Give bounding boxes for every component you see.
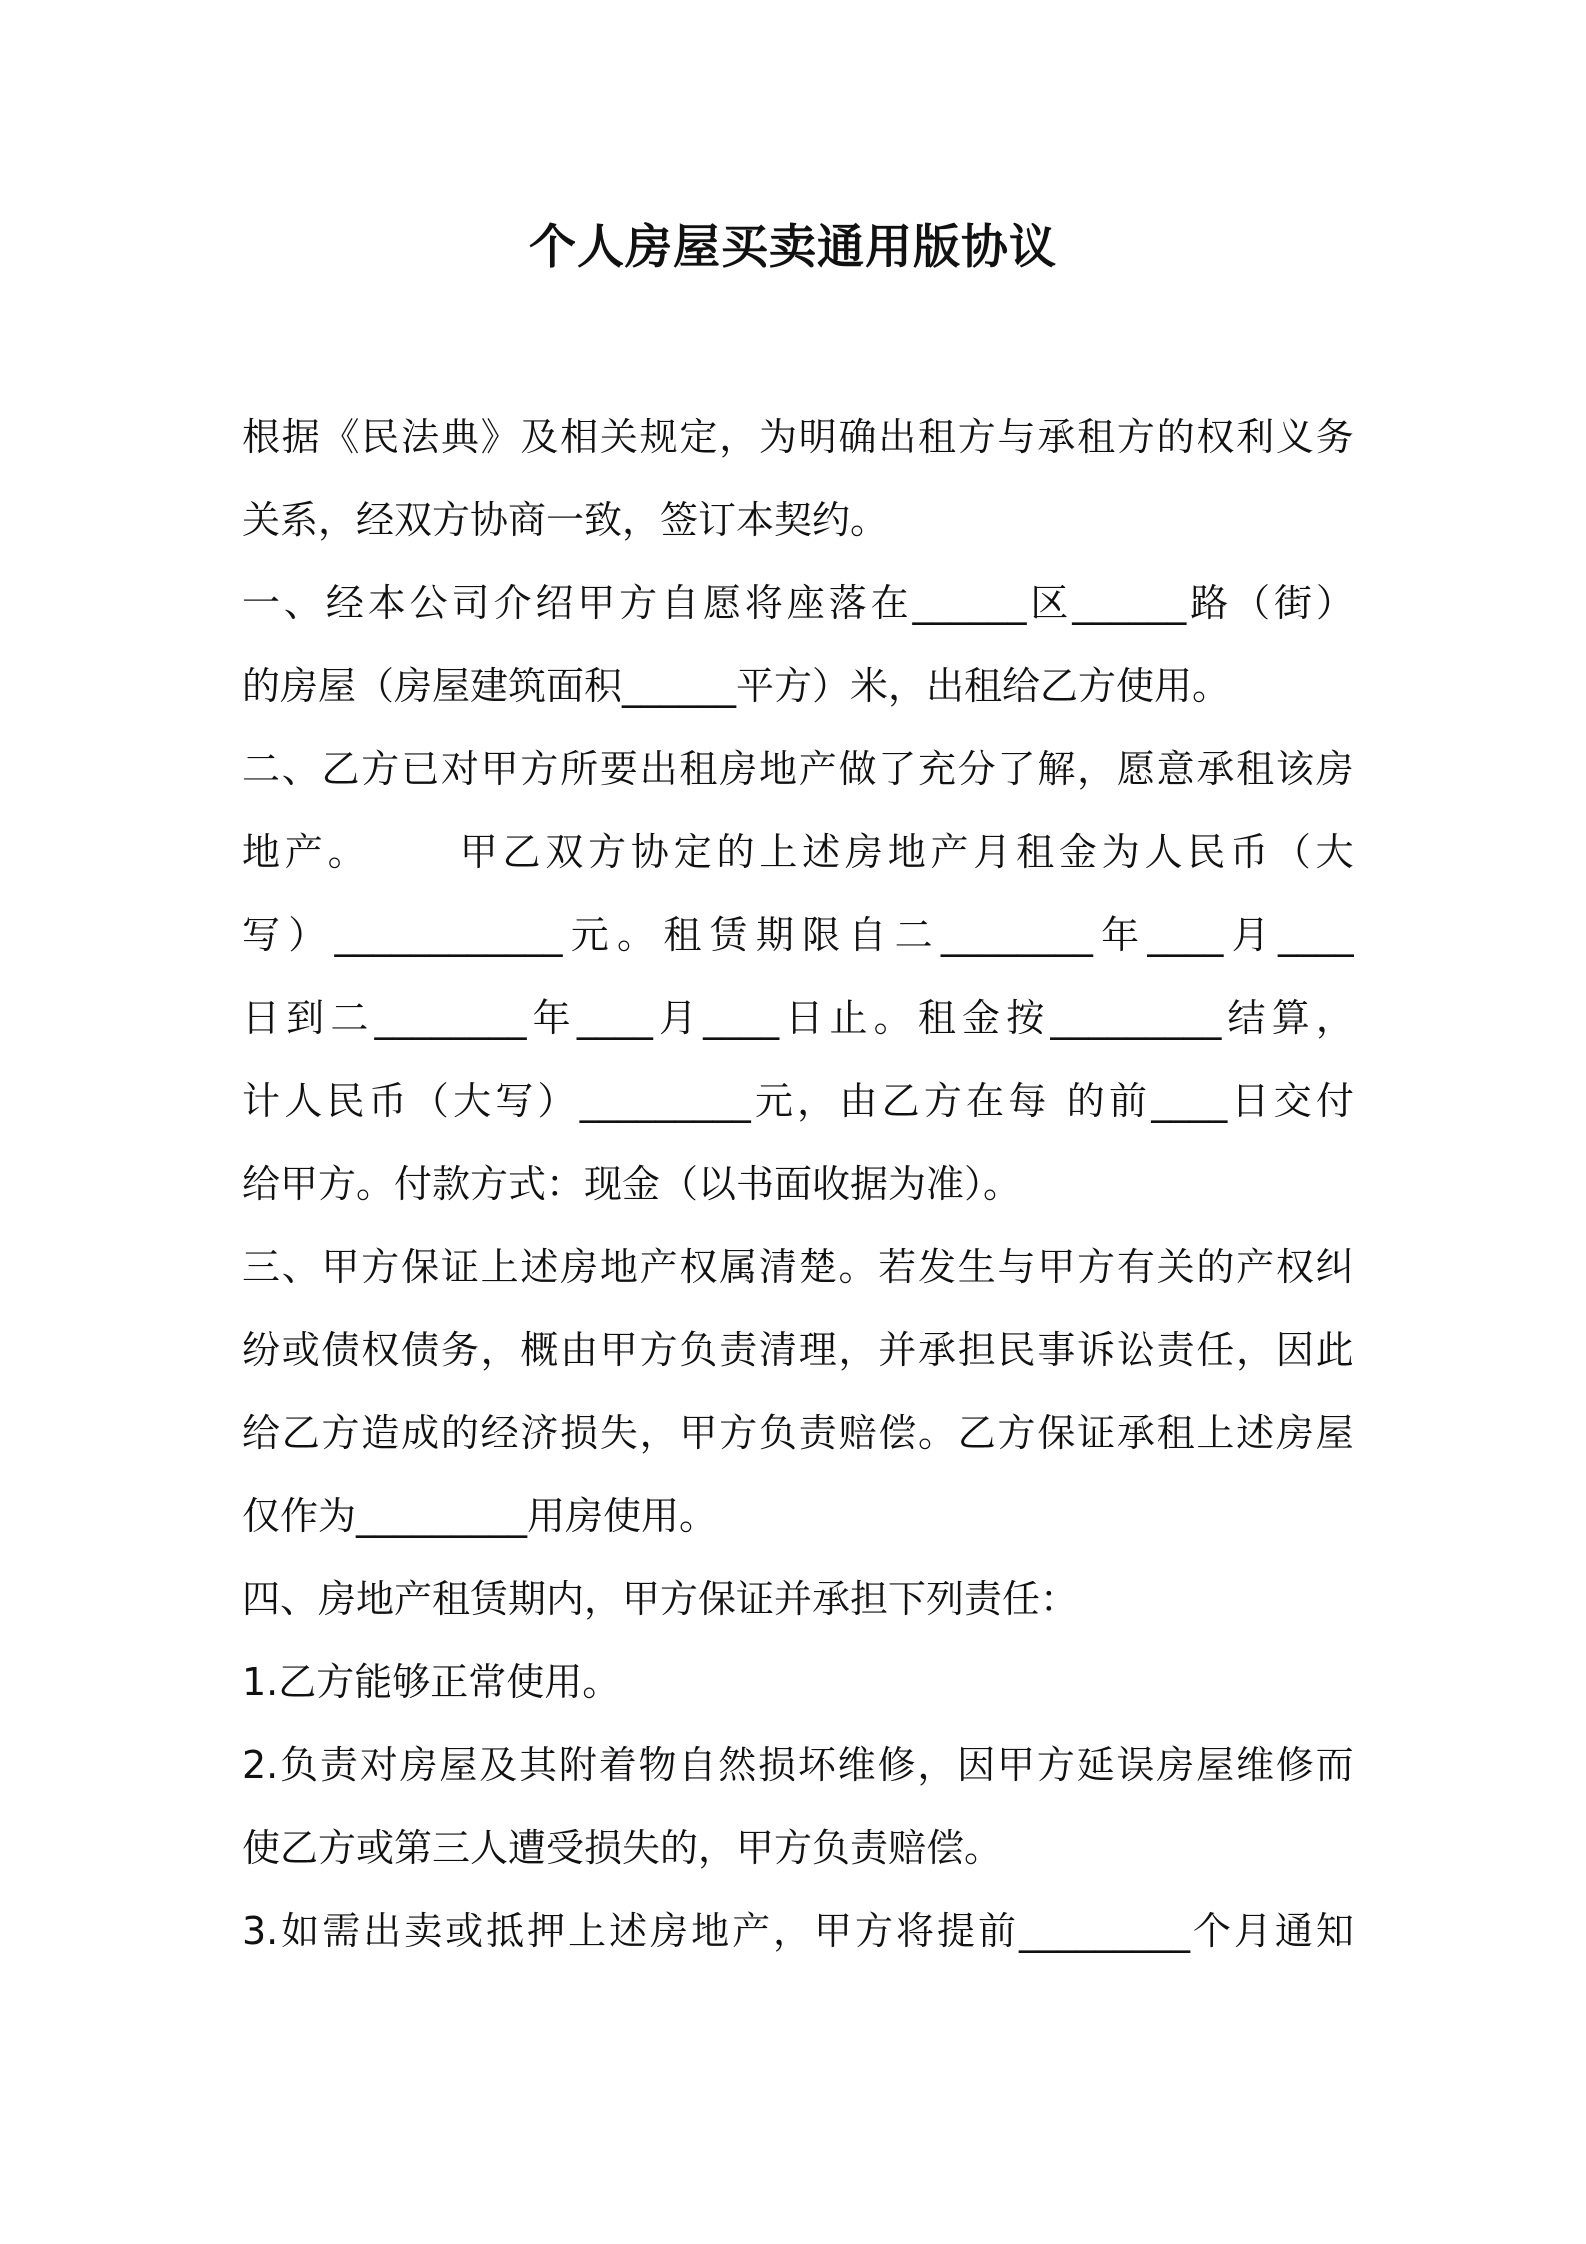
paragraph-line: 给甲方。付款方式：现金（以书面收据为准）。 — [242, 1162, 1022, 1206]
paragraph-line: 纷 或 债 权 债 务 ， 概 由 甲 方 负 责 清 理 ， 并 承 担 民 事 诉 讼 责 任 ， 因 此 — [242, 1328, 1354, 1372]
paragraph-line: 的房屋（房屋建筑面积______平方）米，出租给乙方使用。 — [242, 664, 1231, 708]
paragraph-line: 二 、 乙 方 已 对 甲 方 所 要 出 租 房 地 产 做 了 充 分 了 解 ， 愿 意 承 租 该 房 — [242, 747, 1354, 791]
paragraph-line: 写 ） ____________ 元 。 租 赁 期 限 自 二 ________ 年 ____ 月 ____ — [242, 913, 1354, 957]
document-body — [242, 396, 1354, 1973]
paragraph-line: 三 、 甲 方 保 证 上 述 房 地 产 权 属 清 楚 。 若 发 生 与 甲 方 有 关 的 产 权 纠 — [242, 1245, 1354, 1289]
paragraph-line: 3. 如 需 出 卖 或 抵 押 上 述 房 地 产 ， 甲 方 将 提 前 _________ 个 月 通 知 — [242, 1909, 1354, 1953]
paragraph-line: 四、房地产租赁期内，甲方保证并承担下列责任： — [242, 1577, 1079, 1621]
paragraph-line: 计 人 民 币 （ 大 写 ） _________ 元 ， 由 乙 方 在 每 的 前 ____ 日 交 付 — [242, 1079, 1354, 1123]
paragraph-line: 一 、 经 本 公 司 介 绍 甲 方 自 愿 将 座 落 在 ______ 区 ______ 路 （ 街 ） — [242, 581, 1354, 625]
paragraph-line: 仅作为_________用房使用。 — [242, 1494, 718, 1538]
paragraph-line: 根 据 《 民 法 典 》 及 相 关 规 定 ， 为 明 确 出 租 方 与 承 租 方 的 权 利 义 务 — [242, 415, 1354, 459]
paragraph-line: 1.乙方能够正常使用。 — [242, 1660, 621, 1704]
paragraph-line: 给 乙 方 造 成 的 经 济 损 失 ， 甲 方 负 责 赔 偿 。 乙 方 保 证 承 租 上 述 房 屋 — [242, 1411, 1354, 1455]
paragraph-line: 关系，经双方协商一致，签订本契约。 — [242, 498, 889, 542]
paragraph-line: 日 到 二 ________ 年 ____ 月 ____ 日 止 。 租 金 按 _________ 结 算 ， — [242, 996, 1354, 1040]
paragraph-line: 2. 负 责 对 房 屋 及 其 附 着 物 自 然 损 坏 维 修 ， 因 甲 方 延 误 房 屋 维 修 而 — [242, 1743, 1354, 1787]
paragraph-line: 使乙方或第三人遭受损失的，甲方负责赔偿。 — [242, 1826, 1003, 1870]
document-title: 个人房屋买卖通用版协议 — [529, 220, 1057, 275]
paragraph-line: 地 产 。 甲 乙 双 方 协 定 的 上 述 房 地 产 月 租 金 为 人 民 币 （ 大 — [242, 830, 1354, 874]
